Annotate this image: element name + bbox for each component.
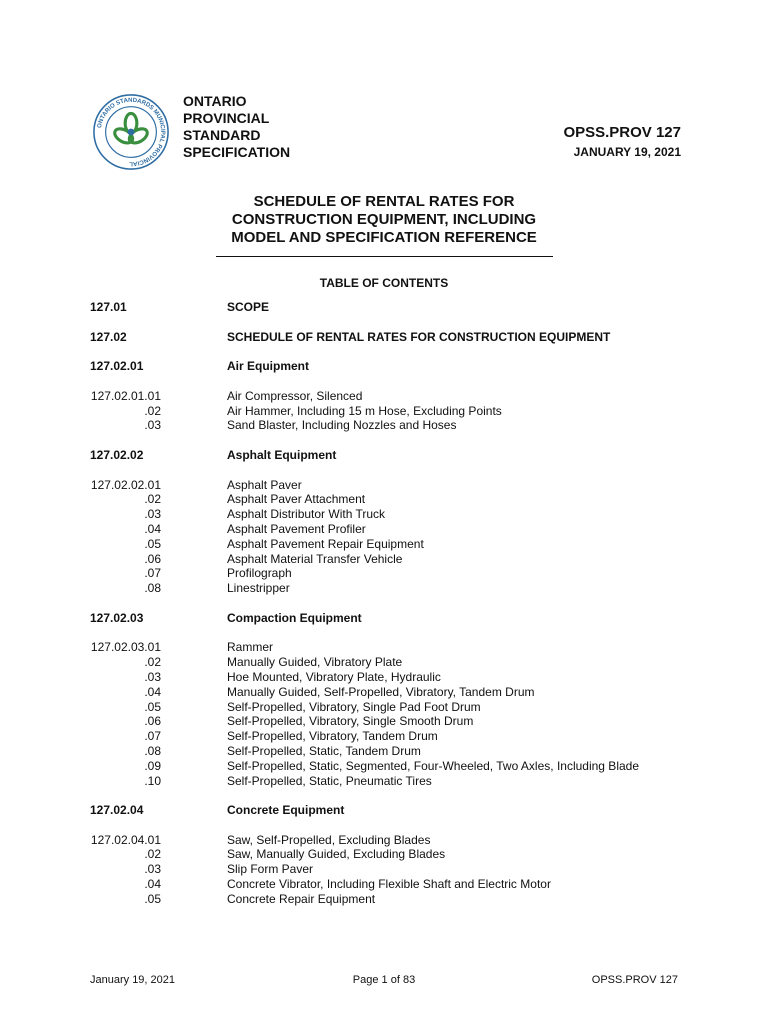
toc-title: Asphalt Paver: [227, 477, 302, 492]
toc-spacer: [0, 463, 768, 478]
toc-title: Asphalt Material Transfer Vehicle: [227, 551, 403, 566]
toc-number: .08: [144, 581, 161, 596]
toc-spacer: [0, 344, 768, 359]
toc-title: Air Equipment: [227, 359, 310, 374]
toc-item-row: [0, 640, 768, 655]
toc-number: .07: [144, 566, 161, 581]
toc-title: Saw, Self-Propelled, Excluding Blades: [227, 832, 431, 847]
toc-title: Manually Guided, Self-Propelled, Vibratory, Tandem Drum: [227, 684, 535, 699]
toc-title: Air Hammer, Including 15 m Hose, Excluding Points: [227, 403, 502, 418]
toc-number: 127.02.04.01: [90, 832, 161, 847]
toc-spacer: [0, 315, 768, 330]
toc-title: Rammer: [227, 640, 274, 655]
toc-item-row: [0, 418, 768, 433]
toc-item-row: [0, 877, 768, 892]
toc-item-row: [0, 685, 768, 700]
toc-number: .06: [144, 714, 161, 729]
toc-item-row: [0, 847, 768, 862]
toc-title: Asphalt Distributor With Truck: [227, 507, 386, 522]
footer-date: January 19, 2021: [90, 974, 176, 986]
toc-title: Profilograph: [227, 566, 292, 581]
toc-spacer: [0, 596, 768, 611]
issuer-line: PROVINCIAL: [183, 110, 270, 126]
toc-item-row: [0, 492, 768, 507]
document-date: JANUARY 19, 2021: [573, 145, 681, 159]
issuer-line: SPECIFICATION: [183, 144, 291, 160]
toc-title: Self-Propelled, Static, Tandem Drum: [227, 743, 421, 758]
toc-title: Self-Propelled, Static, Segmented, Four-Wheeled, Two Axles, Including Blade: [227, 758, 640, 773]
toc-number: .05: [144, 536, 161, 551]
toc-number: .07: [144, 729, 161, 744]
toc-item-row: [0, 478, 768, 493]
toc-spacer: [0, 374, 768, 389]
toc-title: Asphalt Paver Attachment: [227, 492, 366, 507]
toc-number: .03: [144, 507, 161, 522]
toc-number: .03: [144, 669, 161, 684]
toc-item-row: [0, 581, 768, 596]
issuer-name: [183, 93, 290, 161]
toc-number: .02: [144, 847, 161, 862]
toc-item-row: [0, 774, 768, 789]
toc-title: Sand Blaster, Including Nozzles and Hoses: [227, 418, 457, 433]
toc-title: SCOPE: [227, 300, 270, 314]
toc-spacer: [0, 818, 768, 833]
toc-number: .08: [144, 743, 161, 758]
toc-number: .10: [144, 773, 161, 788]
toc-spacer: [0, 626, 768, 641]
toc-item-row: [0, 404, 768, 419]
toc-title: Linestripper: [227, 581, 290, 596]
toc-number: 127.02.04: [90, 803, 144, 818]
toc-title: Asphalt Pavement Repair Equipment: [227, 536, 424, 551]
toc-item-row: [0, 833, 768, 848]
toc-title: Air Compressor, Silenced: [227, 388, 363, 403]
toc-item-row: [0, 759, 768, 774]
toc-title: Self-Propelled, Vibratory, Tandem Drum: [227, 729, 438, 744]
toc-number: .09: [144, 758, 161, 773]
title-line: SCHEDULE OF RENTAL RATES FOR: [253, 193, 515, 210]
toc-title: Concrete Equipment: [227, 803, 345, 818]
toc-number: .02: [144, 403, 161, 418]
toc-number: 127.02.02.01: [90, 477, 161, 492]
toc-number: 127.02.03: [90, 610, 144, 625]
title-line: MODEL AND SPECIFICATION REFERENCE: [231, 229, 537, 246]
toc-title: Concrete Repair Equipment: [227, 891, 376, 906]
toc-section-row: [0, 448, 768, 463]
toc-section-row: [0, 611, 768, 626]
toc-section-row: [0, 300, 768, 315]
toc-heading: TABLE OF CONTENTS: [319, 276, 449, 290]
toc-item-row: [0, 537, 768, 552]
toc-title: Asphalt Equipment: [227, 447, 337, 462]
toc-title: Concrete Vibrator, Including Flexible Shaft and Electric Motor: [227, 877, 551, 892]
logo-ring-text: ONTARIO STANDARDS MUNICIPAL PROVINCIAL: [97, 97, 166, 167]
toc-spacer: [0, 433, 768, 448]
toc-number: .03: [144, 862, 161, 877]
toc-title: Self-Propelled, Vibratory, Single Smooth Drum: [227, 714, 474, 729]
toc-item-row: [0, 714, 768, 729]
toc-item-row: [0, 522, 768, 537]
ops-seal-logo: [92, 93, 170, 171]
toc-number: 127.02: [90, 329, 127, 344]
toc-number: .06: [144, 551, 161, 566]
toc-spacer: [0, 788, 768, 803]
toc-number: .02: [144, 655, 161, 670]
toc-number: 127.02.02: [90, 447, 144, 462]
title-divider: [216, 256, 553, 257]
toc-number: 127.02.01.01: [90, 388, 161, 403]
toc-number: 127.01: [90, 300, 127, 314]
toc-number: .03: [144, 418, 161, 433]
toc-number: .02: [144, 492, 161, 507]
toc-title: Manually Guided, Vibratory Plate: [227, 655, 403, 670]
toc-number: .05: [144, 891, 161, 906]
footer-page-number: Page 1 of 83: [352, 974, 416, 986]
toc-item-row: [0, 566, 768, 581]
toc-title: Self-Propelled, Vibratory, Single Pad Foot Drum: [227, 699, 481, 714]
toc-number: .04: [144, 877, 161, 892]
toc-section-row: [0, 359, 768, 374]
toc-item-row: [0, 744, 768, 759]
toc-item-row: [0, 862, 768, 877]
table-of-contents: [0, 300, 768, 907]
toc-title: Self-Propelled, Static, Pneumatic Tires: [227, 773, 432, 788]
toc-item-row: [0, 670, 768, 685]
toc-item-row: [0, 655, 768, 670]
document-identifier: [563, 124, 681, 160]
toc-item-row: [0, 507, 768, 522]
toc-item-row: [0, 700, 768, 715]
toc-title: Asphalt Pavement Profiler: [227, 521, 366, 536]
toc-title: Saw, Manually Guided, Excluding Blades: [227, 847, 446, 862]
title-line: CONSTRUCTION EQUIPMENT, INCLUDING: [231, 211, 537, 228]
toc-section-row: [0, 803, 768, 818]
toc-title: Slip Form Paver: [227, 862, 314, 877]
toc-title: SCHEDULE OF RENTAL RATES FOR CONSTRUCTION EQUIPMENT: [227, 329, 611, 344]
footer-doc-code: OPSS.PROV 127: [591, 974, 678, 986]
document-title: [0, 193, 768, 247]
toc-title: Hoe Mounted, Vibratory Plate, Hydraulic: [227, 669, 441, 684]
toc-item-row: [0, 729, 768, 744]
toc-number: 127.02.01: [90, 359, 144, 374]
toc-number: .04: [144, 521, 161, 536]
toc-section-row: [0, 330, 768, 345]
toc-number: .05: [144, 699, 161, 714]
toc-item-row: [0, 389, 768, 404]
toc-item-row: [0, 552, 768, 567]
toc-item-row: [0, 892, 768, 907]
toc-number: .04: [144, 684, 161, 699]
issuer-line: STANDARD: [183, 127, 261, 143]
toc-number: 127.02.03.01: [90, 640, 161, 655]
document-code: OPSS.PROV 127: [563, 124, 681, 141]
toc-title: Compaction Equipment: [227, 610, 362, 625]
issuer-line: ONTARIO: [183, 93, 247, 109]
